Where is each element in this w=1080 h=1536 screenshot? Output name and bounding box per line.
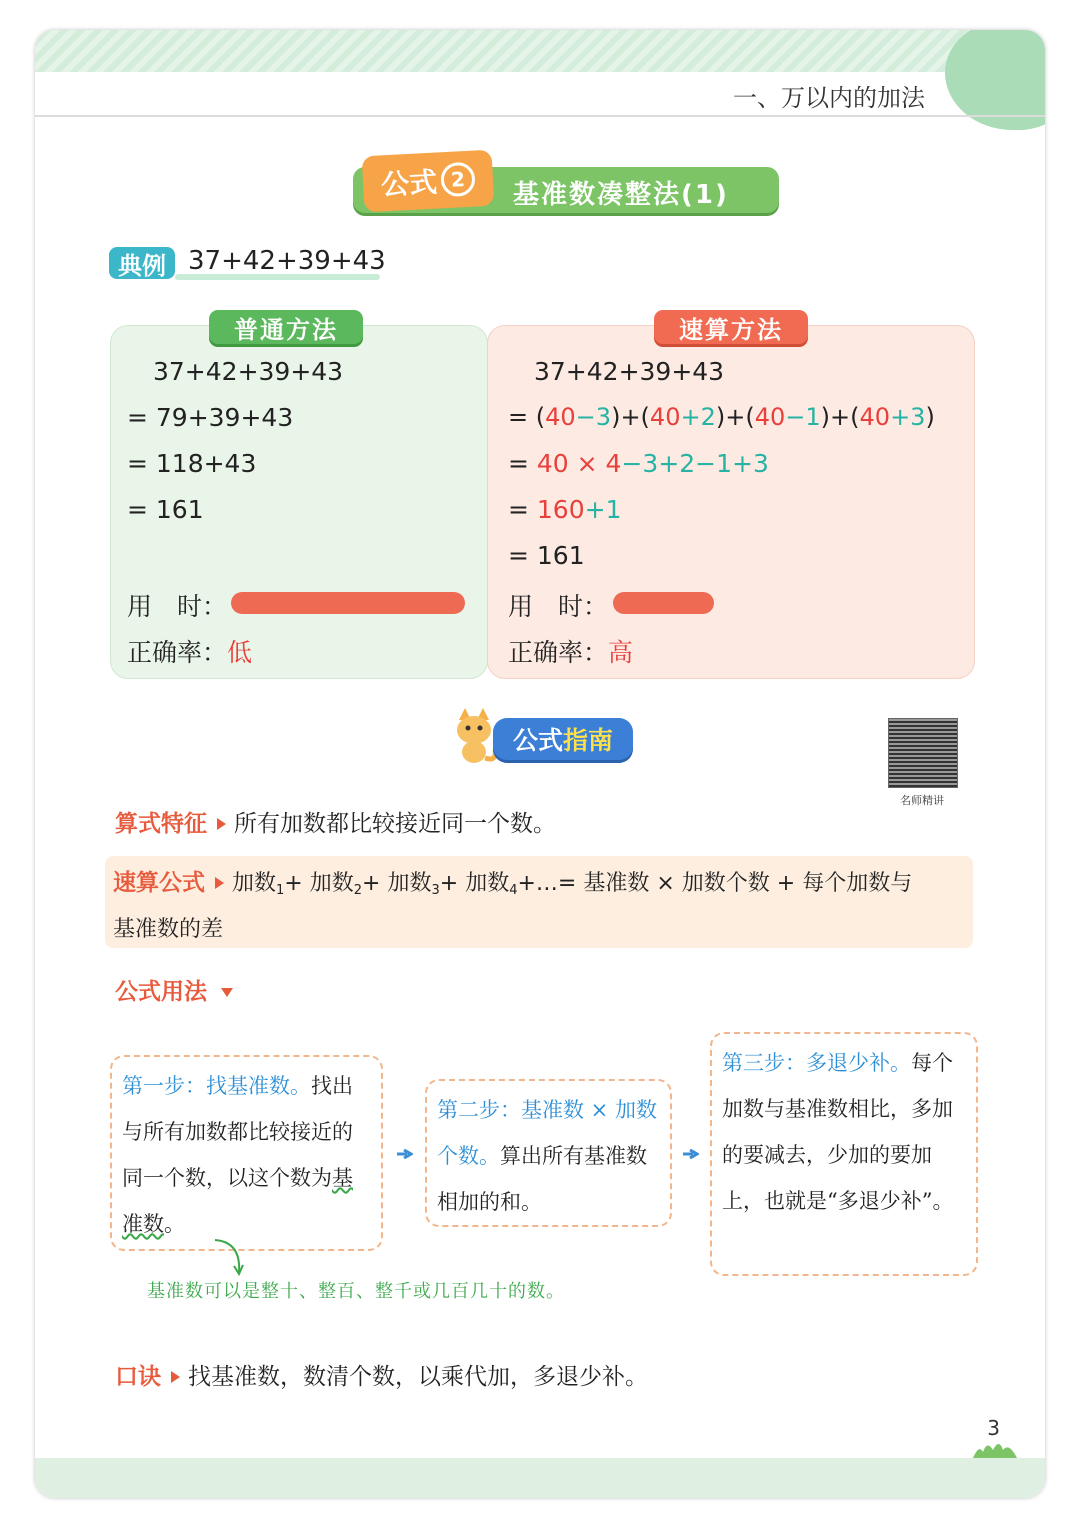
normal-time-bar (231, 592, 465, 614)
quick-line-2-prefix: = (508, 403, 529, 431)
quick-line-5: = 161 (508, 541, 585, 570)
normal-accuracy (127, 633, 252, 669)
quick-line-4-sum: 160 (536, 495, 585, 524)
arrow-right-icon (217, 818, 226, 830)
quick-line-2-groups (536, 403, 935, 431)
quick-line-3 (508, 449, 769, 478)
quick-time-label: 用 时： (508, 592, 609, 621)
plus-sign: + (830, 403, 851, 431)
formula-tag-label: 公式 (380, 165, 438, 202)
normal-line-2: = 79+39+43 (127, 403, 294, 432)
step-3-head: 第三步：多退少补。 (722, 1051, 911, 1075)
normal-line-4: = 161 (127, 495, 204, 524)
quick-accuracy-label: 正确率： (508, 638, 609, 667)
base-number-note: 基准数可以是整十、整百、整千或几百几十的数。 (147, 1281, 565, 1302)
normal-line-3: = 118+43 (127, 449, 257, 478)
normal-accuracy-label: 正确率： (127, 638, 228, 667)
usage-label: 公式用法 (115, 979, 207, 1005)
normal-time-label: 用 时： (127, 592, 228, 621)
step-1-end: 。 (164, 1212, 185, 1236)
step-3-body: 每个加数与基准数相比，多加的要减去，少加的要加上，也就是“多退少补”。 (722, 1051, 954, 1213)
formula-sub-4: 4 (509, 883, 518, 898)
formula-tail: +…= 基准数 × 加数个数 + 每个加数与 (517, 871, 913, 896)
formula-sub-2: 2 (353, 883, 363, 898)
feature-text: 所有加数都比较接近同一个数。 (234, 811, 556, 837)
formula-title-banner (353, 167, 779, 213)
quick-accuracy (508, 633, 633, 669)
grass-decor-icon (973, 1440, 1017, 1458)
rhyme-label: 口诀 (115, 1364, 161, 1390)
formula-title: 基准数凑整法(1) (513, 180, 729, 210)
quick-line-4-prefix: = (508, 495, 529, 524)
page-number: 3 (987, 1416, 1000, 1440)
formula-tag-number: 2 (440, 162, 476, 198)
step-2-body: 算出所有基准数相加的和。 (437, 1144, 647, 1214)
quick-method-tab: 速算方法 (654, 310, 808, 344)
rhyme-section (115, 1358, 648, 1391)
quick-group-2: (40+2) (640, 403, 726, 431)
note-pointer-arrow-icon (211, 1238, 251, 1278)
chapter-title: 一、万以内的加法 (733, 84, 925, 112)
step-1-emph: 基准数 (122, 1166, 353, 1236)
formula-guide-pill (493, 718, 633, 760)
step-2-head: 第二步：基准数 × 加数个数。 (437, 1098, 657, 1168)
qr-code[interactable] (888, 718, 958, 788)
normal-line-1: 37+42+39+43 (153, 357, 344, 386)
quick-line-4-diff: +1 (584, 495, 622, 524)
quick-method-box (487, 315, 975, 679)
arrow-down-icon (221, 988, 233, 997)
feature-label: 算式特征 (115, 811, 207, 837)
formula-sub-3: 3 (431, 883, 440, 898)
usage-section (115, 973, 233, 1006)
quick-group-4: (40+3) (850, 403, 935, 431)
formula-term-3: 加数 (387, 871, 432, 896)
step-1-head: 第一步：找基准数。 (122, 1074, 311, 1098)
step-3-box (710, 1032, 978, 1276)
formula-term-4: 加数 (465, 871, 510, 896)
quick-accuracy-value: 高 (608, 638, 634, 667)
formula-tag (362, 150, 495, 213)
formula-term-1: 加数 (232, 871, 277, 896)
arrow-right-icon (171, 1371, 180, 1383)
arrow-right-icon (215, 877, 224, 889)
header-divider (35, 115, 1045, 117)
qr-code-label: 名师精讲 (900, 794, 944, 807)
guide-highlight: 指南 (563, 726, 614, 755)
formula-guide-badge (445, 706, 635, 766)
step-1-box (110, 1055, 383, 1251)
formula-label: 速算公式 (113, 870, 205, 896)
normal-method-box (110, 315, 488, 679)
example-label: 典例 (109, 247, 175, 279)
normal-method-tab: 普通方法 (209, 310, 363, 344)
rhyme-text: 找基准数，数清个数，以乘代加，多退少补。 (188, 1364, 648, 1390)
bottom-decor-band (35, 1458, 1045, 1498)
normal-accuracy-value: 低 (227, 638, 253, 667)
feature-section (115, 805, 556, 838)
quick-group-1: (40−3) (535, 403, 621, 431)
page (35, 30, 1045, 1498)
step-1-body: 找出与所有加数都比较接近的同一个数，以这个数为 (122, 1074, 353, 1190)
formula-term-2: 加数 (309, 871, 354, 896)
quick-group-3: (40−1) (745, 403, 831, 431)
quick-line-4 (508, 495, 621, 524)
plus-sign: + (620, 403, 641, 431)
quick-line-3-prefix: = (508, 449, 529, 478)
example-expression: 37+42+39+43 (188, 246, 386, 276)
formula-sub-1: 1 (276, 883, 285, 898)
guide-prefix: 公式 (512, 726, 563, 755)
quick-line-1: 37+42+39+43 (534, 357, 725, 386)
plus-sign: + (725, 403, 746, 431)
quick-line-2 (508, 403, 935, 431)
flow-arrow-icon (683, 1149, 699, 1159)
formula-line-2: 基准数的差 (113, 917, 224, 942)
flow-arrow-icon (397, 1149, 413, 1159)
quick-line-3-diffs: −3+2−1+3 (621, 449, 769, 478)
formula-line-1: 速算公式 加数$_1$+ 加数$_2$+ 加数$_3$+ 加数$_4$+…= 基准数 × 加数个数 + 每个加数与 (113, 870, 913, 898)
quick-line-3-product: 40 × 4 (536, 449, 622, 478)
formula-band (105, 856, 973, 948)
step-2-box (425, 1079, 672, 1227)
top-decor-band (35, 30, 1045, 72)
quick-time-bar (613, 592, 714, 614)
